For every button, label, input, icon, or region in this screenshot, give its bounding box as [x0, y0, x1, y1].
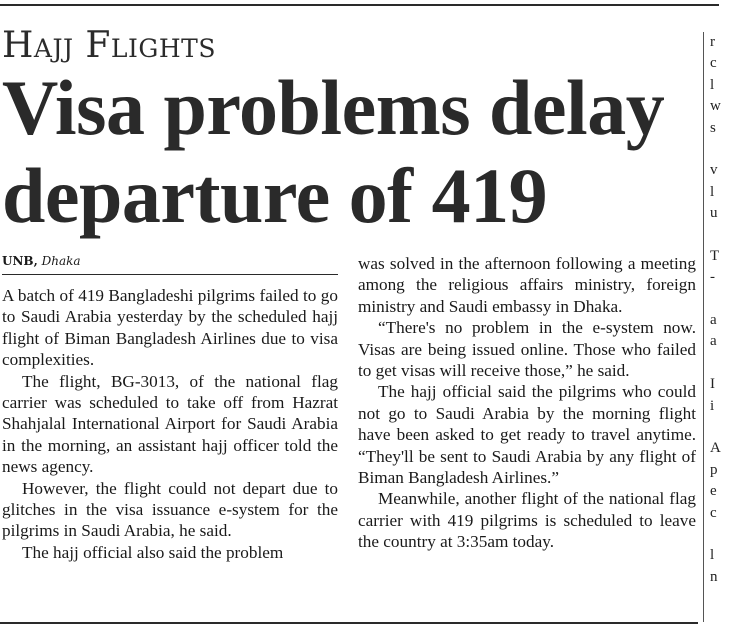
- paragraph: “There's no problem in the e-system now. Visas are being issued online. Those who failed to get visas will receive those,” he said.: [358, 318, 696, 381]
- rail-fragment: a: [710, 312, 717, 329]
- rail-fragment: T: [710, 247, 720, 264]
- rail-fragment: u: [710, 205, 718, 222]
- headline: Visa problems delay departure of 419: [2, 64, 665, 239]
- rail-fragment: e: [710, 483, 717, 500]
- rail-fragment: [710, 524, 730, 545]
- rail-fragment: [710, 225, 730, 246]
- rail-fragment: w: [710, 98, 721, 115]
- section-kicker: Hajj Flights: [2, 25, 216, 66]
- paragraph: The flight, BG-3013, of the national flag carrier was scheduled to take off from Hazrat Shahjalal International Airport for Saudi Arabia in the morning, an assistant hajj officer told the news agency.: [2, 371, 338, 477]
- rail-fragment: -: [710, 269, 715, 286]
- bottom-rule: [0, 622, 698, 624]
- rail-fragment: s: [710, 119, 716, 136]
- article-column-1: [2, 285, 338, 563]
- rail-fragment: A: [710, 440, 721, 457]
- byline-place: Dhaka: [41, 254, 81, 268]
- rail-fragment: a: [710, 333, 717, 350]
- rail-fragment: [710, 417, 730, 438]
- rail-fragment: l: [710, 183, 715, 200]
- paragraph: However, the flight could not depart due to glitches in the visa issuance e-system for the pilgrims in Saudi Arabia, he said.: [2, 478, 338, 541]
- rail-fragment: p: [710, 461, 718, 478]
- rail-fragment: I: [710, 376, 715, 393]
- rail-fragment: r: [710, 34, 715, 50]
- rail-fragment: [710, 353, 730, 374]
- top-rule: [0, 4, 719, 6]
- byline: [2, 253, 338, 275]
- paragraph: was solved in the afternoon following a meeting among the religious affairs ministry, foreign ministry and Saudi embassy in Dhaka.: [358, 254, 696, 316]
- adjacent-article-fragment: [710, 32, 730, 588]
- rail-fragment: l: [710, 76, 715, 93]
- paragraph: The hajj official said the pilgrims who could not go to Saudi Arabia by the morning flight have been asked to get ready to travel anytime. “They'll be sent to Saudi Arabia by any flight of Biman Bangladesh Airlines.”: [358, 382, 696, 488]
- rail-fragment: [710, 139, 730, 160]
- rail-fragment: i: [710, 397, 715, 414]
- rail-fragment: n: [710, 568, 718, 585]
- rail-fragment: c: [710, 55, 717, 72]
- rail-fragment: [710, 289, 730, 310]
- article-column-2: [358, 253, 696, 553]
- rail-fragment: l: [710, 547, 715, 564]
- paragraph: The hajj official also said the problem: [22, 542, 284, 562]
- rail-fragment: v: [710, 162, 718, 179]
- paragraph: A batch of 419 Bangladeshi pilgrims failed to go to Saudi Arabia yesterday by the scheduled hajj flight of Biman Bangladesh Airlines due to visa complexities.: [2, 286, 338, 370]
- rail-fragment: c: [710, 504, 717, 521]
- paragraph: Meanwhile, another flight of the national flag carrier with 419 pilgrims is scheduled to leave the country at 3:35am today.: [358, 489, 696, 552]
- column-divider: [703, 32, 704, 622]
- byline-agency: UNB,: [2, 254, 38, 268]
